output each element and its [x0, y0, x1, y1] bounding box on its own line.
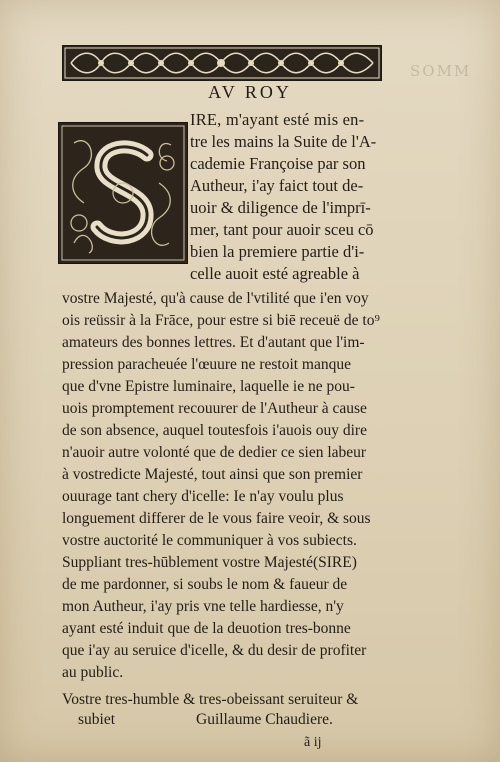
text-line: que i'ay au seruice d'icelle, & du desir de profiter: [62, 642, 367, 659]
text-line: mon Autheur, i'ay pris vne telle hardiesse, n'y: [62, 598, 344, 615]
text-line: amateurs des bonnes lettres. Et d'autant que l'im-: [62, 334, 365, 351]
text-line: longuement differer de le vous faire veoir, & sous: [62, 510, 371, 527]
text-line: Suppliant tres-hūblement vostre Majesté(SIRE): [62, 554, 357, 571]
page-title: AV ROY: [208, 82, 292, 102]
text-line: IRE, m'ayant esté mis en-: [190, 110, 365, 129]
ornamental-headpiece: [62, 45, 382, 81]
decorated-initial-s: [58, 122, 188, 264]
text-line: mer, tant pour auoir sceu cō: [190, 220, 374, 239]
text-line: cademie Françoise par son: [190, 154, 366, 173]
text-line: vostre Majesté, qu'à cause de l'vtilité que i'en voy: [62, 290, 369, 307]
signature-subiet: subiet: [78, 711, 116, 728]
text-line: de me pardonner, si soubs le nom & faueur de: [62, 576, 348, 593]
text-line: bien la premiere partie d'i-: [190, 242, 365, 261]
text-line: ayant esté induit que de la deuotion tres-bonne: [62, 620, 351, 637]
signature-name: Guillaume Chaudiere.: [196, 711, 333, 728]
text-line: Autheur, i'ay faict tout de-: [190, 176, 364, 195]
text-line: uoir & diligence de l'imprī-: [190, 198, 371, 217]
text-line: à vostredicte Majesté, tout ainsi que son premier: [62, 466, 363, 483]
text-line: ois reüssir à la Frāce, pour estre si biē receuë de to⁹: [62, 312, 380, 329]
text-line: que d'vne Epistre luminaire, laquelle ie ne pou-: [62, 378, 355, 395]
text-line: n'auoir autre volonté que de dedier ce sien labeur: [62, 444, 367, 461]
text-line: au public.: [62, 664, 124, 681]
closing-line: Vostre tres-humble & tres-obeissant seruiteur &: [62, 691, 359, 708]
text-line: tre les mains la Suite de l'A-: [190, 132, 377, 151]
text-line: de son absence, auquel toutesfois i'auois ouy dire: [62, 422, 367, 439]
text-line: vostre auctorité le communiquer à vos subiects.: [62, 532, 357, 549]
text-line: pression paracheuée l'œuure ne restoit manque: [62, 356, 351, 373]
text-line: ouurage tant chery d'icelle: Ie n'ay voulu plus: [62, 488, 344, 505]
text-line: celle auoit esté agreable à: [190, 264, 360, 283]
signature-mark: ã ij: [304, 735, 322, 750]
text-line: uois promptement recouurer de l'Autheur à cause: [62, 400, 367, 417]
bleed-through-text: SOMM: [410, 62, 472, 80]
